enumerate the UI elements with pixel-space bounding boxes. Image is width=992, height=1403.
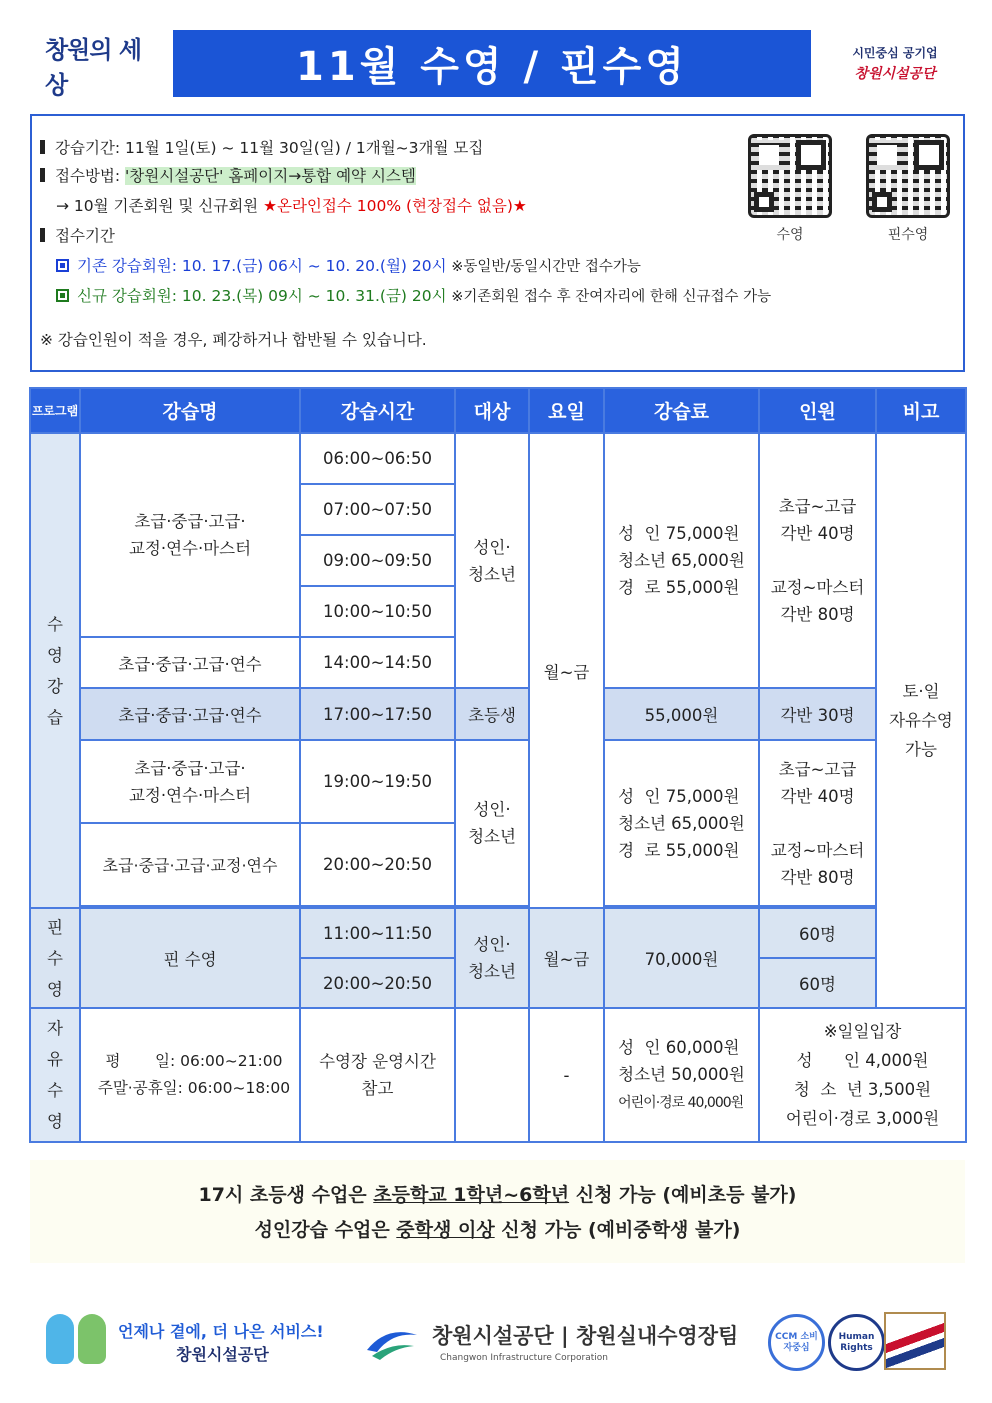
- class-name-cell: 초급·중급·고급·연수: [80, 637, 300, 688]
- info-reception: [40, 224, 115, 246]
- notice-text: 신청 가능 (예비중학생 불가): [494, 1219, 741, 1241]
- info-box: [30, 114, 965, 372]
- mascot-icon: [46, 1314, 74, 1364]
- fee-line: 성 인 60,000원: [618, 1037, 740, 1057]
- col-header-target: 대상: [455, 388, 529, 433]
- free-hours-weekend: 주말·공휴일: 06:00~18:00: [97, 1079, 291, 1097]
- fee-line: 경 로 55,000원: [618, 840, 740, 860]
- swim-char: 습: [47, 707, 63, 727]
- page-title: 11월 수영 / 핀수영: [173, 30, 811, 97]
- city-logo-text: 창원의 세상: [45, 36, 142, 99]
- day-cell: 월~금: [529, 433, 604, 908]
- existing-member-note: ※동일반/동일시간만 접수가능: [446, 259, 641, 275]
- target-line: 청소년: [468, 962, 516, 981]
- class-name-cell: [80, 433, 300, 637]
- target-cell: [455, 433, 529, 688]
- target-line: 성인·: [473, 537, 511, 557]
- info-period: [40, 136, 483, 158]
- program-label-free: [30, 1008, 80, 1142]
- note-line: 토·일: [902, 682, 940, 701]
- target-line: 성인·: [473, 800, 511, 819]
- bullet-icon: [40, 228, 45, 242]
- fin-char: 수: [47, 948, 63, 968]
- class-name-line: 초급·중급·고급·: [134, 512, 246, 531]
- class-name-cell: [80, 740, 300, 823]
- new-member-period: 신규 강습회원: 10. 23.(목) 09시 ~ 10. 31.(금) 20시: [77, 287, 447, 305]
- notice-text: 신청 가능 (예비초등 불가): [569, 1184, 797, 1206]
- col-header-name: 강습명: [80, 388, 300, 433]
- notice-line-2: [30, 1215, 965, 1242]
- capacity-line: 각반 40명: [780, 524, 855, 543]
- class-name-line: 교정·연수·마스터: [128, 539, 252, 558]
- free-hours-cell: [80, 1008, 300, 1142]
- corp-logo-name: 창원시설공단: [854, 66, 936, 82]
- capacity-cell: [759, 740, 876, 906]
- info-method-sub: [56, 194, 527, 216]
- qr-code-swim-icon[interactable]: [748, 134, 832, 218]
- fee-cell: [604, 740, 759, 906]
- table-header-row: [30, 388, 966, 433]
- class-name-line: 교정·연수·마스터: [128, 785, 252, 805]
- target-cell: [455, 740, 529, 906]
- note-cell: [876, 433, 966, 1008]
- fee-line: 청소년 50,000원: [618, 1064, 745, 1084]
- period-text: 강습기간: 11월 1일(토) ~ 11월 30일(일) / 1개월~3개월 모집: [55, 139, 484, 157]
- table-row: [30, 740, 966, 823]
- online-only-note: ★온라인접수 100% (현장접수 없음)★: [263, 197, 527, 215]
- capacity-line: 각반 40명: [780, 786, 855, 806]
- bullet-icon: [40, 140, 45, 154]
- target-line: 성인·: [473, 935, 511, 954]
- reception-label: 접수기간: [55, 227, 115, 245]
- time-cell: 06:00~06:50: [300, 433, 455, 484]
- col-header-note: 비고: [876, 388, 966, 433]
- swim-char: 수: [47, 614, 63, 634]
- table-row-fin: [30, 908, 966, 958]
- time-cell: 10:00~10:50: [300, 586, 455, 637]
- table-row-free: [30, 1008, 966, 1142]
- free-time-line: 수영장 운영시간: [319, 1052, 436, 1071]
- bottom-notice: [30, 1160, 965, 1263]
- target-cell: 초등생: [455, 688, 529, 740]
- capacity-line: 각반 80명: [780, 867, 855, 887]
- fee-cell: [604, 1008, 759, 1142]
- footer-corp-en: Changwon Infrastructure Corporation: [440, 1353, 608, 1363]
- method-highlight: '창원시설공단' 홈페이지→통합 예약 시스템: [125, 167, 416, 185]
- swim-char: 강: [47, 676, 63, 696]
- daily-entry-title: ※일일입장: [823, 1022, 902, 1041]
- corp-tagline: 시민중심 공기업: [852, 46, 938, 60]
- city-logo: [45, 36, 155, 99]
- award-badge-icon: [884, 1312, 946, 1370]
- fee-line: 경 로 55,000원: [618, 578, 740, 597]
- capacity-line: 초급~고급: [778, 759, 857, 779]
- fin-char: 영: [47, 979, 63, 999]
- header: [0, 0, 992, 110]
- program-label-fin: [30, 908, 80, 1008]
- footer-corp-name: 창원시설공단 | 창원실내수영장팀: [432, 1324, 739, 1348]
- time-cell: [300, 1008, 455, 1142]
- capacity-cell: 60명: [759, 958, 876, 1008]
- notice-text: 성인강습 수업은: [254, 1219, 397, 1241]
- fee-cell: [604, 433, 759, 688]
- target-cell: [455, 908, 529, 1008]
- class-name-cell: 핀 수영: [80, 908, 300, 1008]
- notice-text: 17시 초등생 수업은: [198, 1184, 374, 1206]
- qr-caption-fin: 핀수영: [887, 227, 929, 243]
- human-rights-badge-icon: Human Rights: [828, 1314, 885, 1371]
- target-line: 청소년: [468, 564, 516, 584]
- free-time-line: 참고: [361, 1079, 394, 1098]
- capacity-line: 교정~마스터: [770, 578, 865, 597]
- notice-underline: 초등학교 1학년~6학년: [373, 1184, 570, 1206]
- program-label-swim: [30, 433, 80, 908]
- day-cell: 월~금: [529, 908, 604, 1008]
- existing-member-period: 기존 강습회원: 10. 17.(금) 06시 ~ 10. 20.(월) 20시: [77, 257, 447, 275]
- free-hours-weekday: 평 일: 06:00~21:00: [105, 1052, 283, 1070]
- free-char: 자: [47, 1019, 63, 1038]
- swim-char: 영: [47, 645, 63, 665]
- daily-entry-cell: [759, 1008, 966, 1142]
- daily-entry-line: 성 인 4,000원: [796, 1051, 929, 1070]
- capacity-line: 각반 80명: [780, 605, 855, 624]
- fee-cell: 55,000원: [604, 688, 759, 740]
- qr-code-fin-icon[interactable]: [866, 134, 950, 218]
- schedule-table: [29, 387, 967, 1143]
- note-line: 가능: [905, 740, 937, 759]
- time-cell: 19:00~19:50: [300, 740, 455, 823]
- target-line: 청소년: [468, 827, 516, 846]
- daily-entry-line: 청 소 년 3,500원: [793, 1080, 932, 1099]
- notice-line-1: [30, 1180, 965, 1207]
- capacity-cell: [759, 433, 876, 688]
- corp-mark-icon: [362, 1320, 422, 1365]
- square-bullet-icon: [56, 259, 69, 272]
- class-name-line: 초급·중급·고급·: [134, 758, 246, 778]
- time-cell: 20:00~20:50: [300, 958, 455, 1008]
- table-row: [30, 433, 966, 484]
- corp-logo: [825, 44, 965, 83]
- fee-line: 성 인 75,000원: [618, 524, 740, 543]
- col-header-time: 강습시간: [300, 388, 455, 433]
- day-cell: -: [529, 1008, 604, 1142]
- fee-line: 성 인 75,000원: [618, 786, 740, 806]
- free-char: 수: [47, 1081, 63, 1100]
- time-cell: 09:00~09:50: [300, 535, 455, 586]
- table-row-highlight: [30, 688, 966, 740]
- fin-char: 핀: [47, 917, 63, 937]
- fee-cell: 70,000원: [604, 908, 759, 1008]
- info-new: [56, 284, 771, 306]
- time-cell: 07:00~07:50: [300, 484, 455, 535]
- free-char: 유: [47, 1050, 63, 1069]
- footer: [0, 1300, 992, 1390]
- fee-line: 청소년 65,000원: [618, 813, 745, 833]
- ccm-badge-icon: CCM 소비자중심: [768, 1314, 825, 1371]
- capacity-cell: 60명: [759, 908, 876, 958]
- square-bullet-icon: [56, 289, 69, 302]
- bullet-icon: [40, 168, 45, 182]
- cancel-note: ※ 강습인원이 적을 경우, 폐강하거나 합반될 수 있습니다.: [40, 331, 427, 349]
- col-header-day: 요일: [529, 388, 604, 433]
- time-cell: 14:00~14:50: [300, 637, 455, 688]
- free-char: 영: [47, 1112, 63, 1131]
- class-name-cell: 초급·중급·고급·연수: [80, 688, 300, 740]
- info-method: [40, 164, 416, 186]
- capacity-line: 교정~마스터: [770, 840, 865, 860]
- method-prefix: 접수방법:: [55, 167, 126, 185]
- notice-underline: 중학생 이상: [396, 1219, 495, 1241]
- col-header-capacity: 인원: [759, 388, 876, 433]
- mascot-icon: [78, 1314, 106, 1364]
- daily-entry-line: 어린이·경로 3,000원: [785, 1109, 940, 1128]
- target-cell-empty: [455, 1008, 529, 1142]
- col-header-program: 프로그램: [30, 388, 80, 433]
- method-sub-prefix: → 10월 기존회원 및 신규회원: [56, 197, 264, 215]
- time-cell: 17:00~17:50: [300, 688, 455, 740]
- class-name-cell: 초급·중급·고급·교정·연수: [80, 823, 300, 906]
- fee-line: 어린이·경로 40,000원: [618, 1094, 744, 1111]
- capacity-line: 초급~고급: [778, 497, 857, 516]
- fee-line: 청소년 65,000원: [618, 551, 745, 570]
- note-line: 자유수영: [889, 711, 953, 730]
- time-cell: 11:00~11:50: [300, 908, 455, 958]
- col-header-fee: 강습료: [604, 388, 759, 433]
- capacity-cell: 각반 30명: [759, 688, 876, 740]
- footer-slogan: [118, 1320, 324, 1366]
- qr-caption-swim: 수영: [776, 227, 804, 243]
- slogan-line: 언제나 곁에, 더 나은 서비스!: [118, 1322, 324, 1341]
- time-cell: 20:00~20:50: [300, 823, 455, 906]
- slogan-line: 창원시설공단: [176, 1345, 269, 1364]
- info-existing: [56, 254, 641, 276]
- new-member-note: ※기존회원 접수 후 잔여자리에 한해 신규접수 가능: [446, 289, 772, 305]
